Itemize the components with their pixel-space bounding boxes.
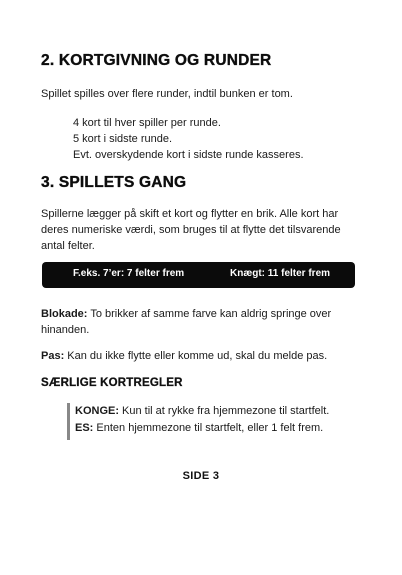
blokade-label: Blokade: — [41, 308, 88, 320]
dealing-list — [73, 115, 304, 163]
section-2-heading: 2. KORTGIVNING OG RUNDER — [41, 52, 272, 69]
rule-label: KONGE: — [75, 405, 119, 417]
rule-item — [75, 403, 329, 420]
special-rules-heading: SÆRLIGE KORTREGLER — [41, 377, 183, 389]
section-3-body: Spillerne lægger på skift et kort og flytter en brik. Alle kort har deres numeriske værdi, som bruges til at flytte det tilsvarende antal felter. — [41, 208, 341, 252]
section-2-intro: Spillet spilles over flere runder, indtil bunken er tom. — [41, 88, 293, 100]
special-rules-block — [67, 403, 329, 440]
rule-text: Kun til at rykke fra hjemmezone til startfelt. — [119, 405, 330, 417]
pas-label: Pas: — [41, 350, 65, 362]
list-item: 4 kort til hver spiller per runde. — [73, 117, 221, 129]
example-right: Knægt: 11 felter frem — [230, 268, 331, 279]
blokade-paragraph — [41, 306, 366, 338]
pas-paragraph — [41, 348, 366, 364]
list-item: 5 kort i sidste runde. — [73, 133, 173, 145]
example-left: F.eks. 7’er: 7 felter frem — [73, 268, 185, 279]
page-number: SIDE 3 — [182, 470, 220, 482]
rule-item — [75, 420, 329, 437]
example-bar — [42, 262, 355, 288]
blokade-text: To brikker af samme farve kan aldrig springe over hinanden. — [41, 308, 332, 336]
section-3-heading: 3. SPILLETS GANG — [41, 174, 187, 191]
rule-label: ES: — [75, 422, 94, 434]
rule-text: Enten hjemmezone til startfelt, eller 1 felt frem. — [93, 422, 324, 434]
list-item: Evt. overskydende kort i sidste runde kasseres. — [73, 149, 304, 161]
pas-text: Kan du ikke flytte eller komme ud, skal du melde pas. — [64, 350, 328, 362]
